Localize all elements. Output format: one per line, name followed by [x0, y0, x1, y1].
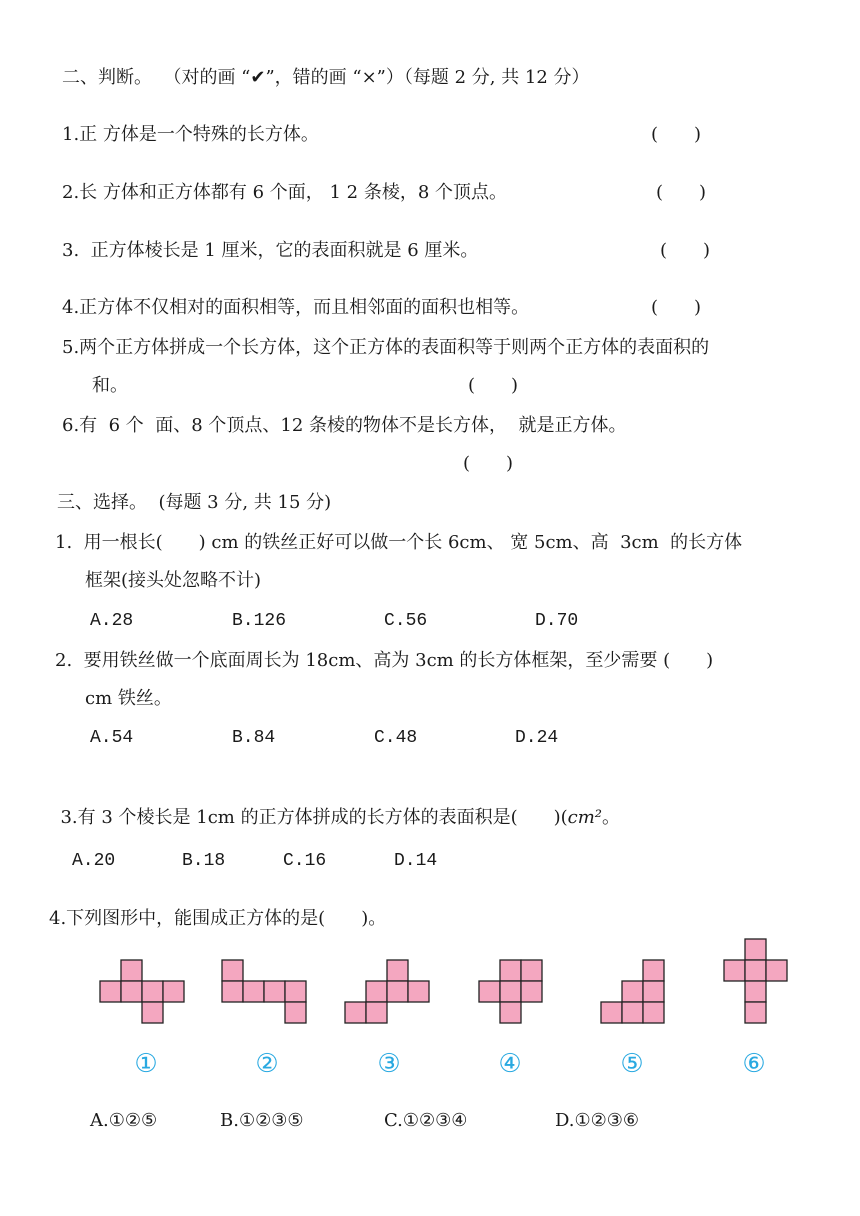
answer-blank-2[interactable]: ( )	[656, 182, 707, 203]
answer-blank-1[interactable]: ( )	[651, 124, 702, 145]
unit-cm2: cm²	[567, 807, 603, 828]
q1-option-b[interactable]: B.126	[232, 611, 287, 631]
section2-heading: 二、判断。 （对的画 “✔”，错的画 “×”）（每题 2 分, 共 12 分）	[62, 67, 590, 88]
q1-option-c[interactable]: C.56	[384, 611, 428, 631]
cube-nets-figure	[0, 930, 860, 1090]
q2-option-d[interactable]: D.24	[515, 728, 559, 748]
q4-option-d[interactable]: D.①②③⑥	[555, 1110, 640, 1131]
judge-item-2: 2.长 方体和正方体都有 6 个面， 1 2 条棱，8 个顶点。	[62, 182, 508, 203]
answer-blank-6[interactable]: ( )	[463, 453, 514, 474]
judge-item-5: 5.两个正方体拼成一个长方体，这个正方体的表面积等于则两个正方体的表面积的	[62, 337, 710, 358]
net-2	[222, 960, 306, 1023]
q4-option-a[interactable]: A.①②⑤	[90, 1110, 158, 1131]
net-5	[601, 960, 664, 1023]
answer-blank-5[interactable]: ( )	[468, 375, 519, 396]
net-label-3: ③	[377, 1049, 401, 1079]
q2-option-b[interactable]: B.84	[232, 728, 276, 748]
judge-item-1: 1.正 方体是一个特殊的长方体。	[62, 124, 319, 145]
section3-heading: 三、选择。 (每题 3 分, 共 15 分)	[57, 492, 332, 513]
q1-option-d[interactable]: D.70	[535, 611, 579, 631]
q3-option-c[interactable]: C.16	[283, 851, 327, 871]
q1-option-a[interactable]: A.28	[90, 611, 134, 631]
net-label-5: ⑤	[620, 1049, 644, 1079]
net-6	[724, 939, 787, 1023]
choice-q4-line1: 4.下列图形中，能围成正方体的是( )。	[49, 908, 387, 929]
choice-q1-line1: 1. 用一根长( ) cm 的铁丝正好可以做一个长 6cm、 宽 5cm、高 3cm 的长方体	[55, 532, 743, 553]
q3-option-a[interactable]: A.20	[72, 851, 116, 871]
choice-q3-line1	[49, 785, 620, 829]
choice-q2-line2: cm 铁丝。	[85, 688, 172, 709]
q2-option-c[interactable]: C.48	[374, 728, 418, 748]
choice-q3-text: 3.有 3 个棱长是 1cm 的正方体拼成的长方体的表面积是( )(	[60, 807, 568, 828]
net-label-1: ①	[134, 1049, 158, 1079]
answer-blank-3[interactable]: ( )	[660, 240, 711, 261]
q3-option-d[interactable]: D.14	[394, 851, 438, 871]
q4-option-b[interactable]: B.①②③⑤	[220, 1110, 304, 1131]
net-label-2: ②	[255, 1049, 279, 1079]
answer-blank-4[interactable]: ( )	[651, 297, 702, 318]
choice-q2-line1: 2. 要用铁丝做一个底面周长为 18cm、高为 3cm 的长方体框架，至少需要 ( )	[55, 650, 714, 671]
net-label-4: ④	[498, 1049, 522, 1079]
judge-item-6: 6.有 6 个 面、8 个顶点、12 条棱的物体不是长方体， 就是正方体。	[62, 415, 627, 436]
q2-option-a[interactable]: A.54	[90, 728, 134, 748]
net-label-6: ⑥	[742, 1049, 766, 1079]
q3-option-b[interactable]: B.18	[182, 851, 226, 871]
net-3	[345, 960, 429, 1023]
net-1	[100, 960, 184, 1023]
q4-option-c[interactable]: C.①②③④	[384, 1110, 468, 1131]
net-4	[479, 960, 542, 1023]
judge-item-3: 3. 正方体棱长是 1 厘米，它的表面积就是 6 厘米。	[62, 240, 479, 261]
choice-q3-end: 。	[602, 807, 621, 828]
choice-q1-line2: 框架(接头处忽略不计)	[85, 570, 262, 591]
judge-item-5-cont: 和。	[92, 375, 128, 396]
judge-item-4: 4.正方体不仅相对的面积相等，而且相邻面的面积也相等。	[62, 297, 530, 318]
